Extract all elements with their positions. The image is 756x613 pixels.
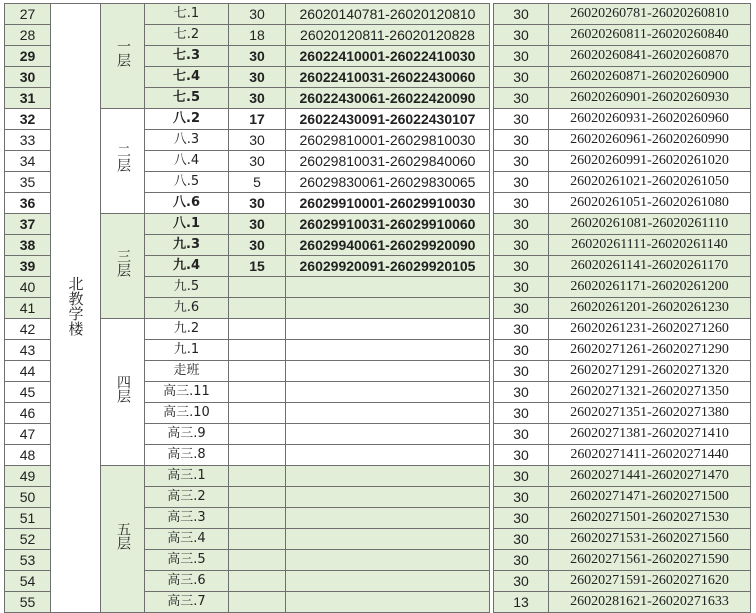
second-number-range-cell: 26020271441-26020271470 [549, 466, 751, 487]
second-number-range-cell: 26020271291-26020271320 [549, 361, 751, 382]
number-range-cell: 26022410031-26022430060 [286, 67, 490, 88]
second-number-range-cell: 26020260991-26020261020 [549, 151, 751, 172]
class-name-cell: 高三.2 [145, 487, 229, 508]
second-number-range-cell: 26020271591-26020271620 [549, 571, 751, 592]
number-range-cell: 26029810001-26029810030 [286, 130, 490, 151]
table-body [5, 4, 751, 613]
table-row [5, 109, 751, 130]
row-number-cell: 48 [5, 445, 51, 466]
row-number-cell: 37 [5, 214, 51, 235]
number-range-cell [286, 445, 490, 466]
second-count-cell: 30 [494, 214, 549, 235]
number-range-cell [286, 319, 490, 340]
second-number-range-cell: 26020261051-26020261080 [549, 193, 751, 214]
second-count-cell: 13 [494, 592, 549, 613]
number-range-cell: 26020140781-26020120810 [286, 4, 490, 25]
class-name-cell: 七.5 [145, 88, 229, 109]
second-number-range-cell: 26020261081-26020261110 [549, 214, 751, 235]
count-cell [229, 445, 286, 466]
number-range-cell [286, 529, 490, 550]
second-number-range-cell: 26020281621-26020271633 [549, 592, 751, 613]
row-number-cell: 40 [5, 277, 51, 298]
count-cell [229, 550, 286, 571]
second-count-cell: 30 [494, 109, 549, 130]
number-range-cell: 26029830061-26029830065 [286, 172, 490, 193]
row-number-cell: 36 [5, 193, 51, 214]
row-number-cell: 49 [5, 466, 51, 487]
row-number-cell: 35 [5, 172, 51, 193]
row-number-cell: 33 [5, 130, 51, 151]
second-number-range-cell: 26020260961-26020260990 [549, 130, 751, 151]
second-count-cell: 30 [494, 151, 549, 172]
table-row [5, 214, 751, 235]
count-cell [229, 361, 286, 382]
number-range-cell [286, 508, 490, 529]
table-row [5, 466, 751, 487]
second-number-range-cell: 26020261111-26020261140 [549, 235, 751, 256]
second-number-range-cell: 26020271561-26020271590 [549, 550, 751, 571]
count-cell: 17 [229, 109, 286, 130]
count-cell: 30 [229, 4, 286, 25]
second-count-cell: 30 [494, 256, 549, 277]
second-number-range-cell: 26020261021-26020261050 [549, 172, 751, 193]
count-cell: 30 [229, 88, 286, 109]
count-cell [229, 277, 286, 298]
class-name-cell: 九.6 [145, 298, 229, 319]
number-range-cell [286, 298, 490, 319]
building-name: 北教学楼 [66, 275, 85, 336]
floor-label: 二层 [115, 144, 131, 172]
row-number-cell: 46 [5, 403, 51, 424]
row-number-cell: 55 [5, 592, 51, 613]
number-range-cell: 26029810031-26029840060 [286, 151, 490, 172]
number-range-cell [286, 571, 490, 592]
number-range-cell [286, 487, 490, 508]
row-number-cell: 50 [5, 487, 51, 508]
count-cell [229, 592, 286, 613]
second-count-cell: 30 [494, 130, 549, 151]
second-number-range-cell: 26020271351-26020271380 [549, 403, 751, 424]
second-number-range-cell: 26020271471-26020271500 [549, 487, 751, 508]
count-cell: 30 [229, 214, 286, 235]
second-number-range-cell: 26020271411-26020271440 [549, 445, 751, 466]
second-count-cell: 30 [494, 550, 549, 571]
floor-cell [101, 466, 145, 613]
count-cell: 30 [229, 130, 286, 151]
count-cell: 30 [229, 151, 286, 172]
second-number-range-cell: 26020271531-26020271560 [549, 529, 751, 550]
class-name-cell: 高三.6 [145, 571, 229, 592]
second-count-cell: 30 [494, 487, 549, 508]
row-number-cell: 39 [5, 256, 51, 277]
count-cell [229, 571, 286, 592]
row-number-cell: 45 [5, 382, 51, 403]
second-count-cell: 30 [494, 25, 549, 46]
number-range-cell: 26029940061-26029920090 [286, 235, 490, 256]
number-range-cell [286, 466, 490, 487]
second-count-cell: 30 [494, 403, 549, 424]
row-number-cell: 47 [5, 424, 51, 445]
class-name-cell: 高三.10 [145, 403, 229, 424]
count-cell [229, 340, 286, 361]
second-number-range-cell: 26020260871-26020260900 [549, 67, 751, 88]
exam-seat-table-container [4, 3, 751, 613]
class-name-cell: 高三.3 [145, 508, 229, 529]
number-range-cell [286, 382, 490, 403]
row-number-cell: 52 [5, 529, 51, 550]
floor-label: 四层 [115, 375, 131, 403]
class-name-cell: 八.6 [145, 193, 229, 214]
count-cell: 30 [229, 67, 286, 88]
floor-cell [101, 319, 145, 466]
row-number-cell: 43 [5, 340, 51, 361]
row-number-cell: 41 [5, 298, 51, 319]
class-name-cell: 高三.9 [145, 424, 229, 445]
class-name-cell: 七.3 [145, 46, 229, 67]
second-count-cell: 30 [494, 445, 549, 466]
second-count-cell: 30 [494, 4, 549, 25]
row-number-cell: 51 [5, 508, 51, 529]
count-cell [229, 319, 286, 340]
class-name-cell: 七.2 [145, 25, 229, 46]
class-name-cell: 九.3 [145, 235, 229, 256]
row-number-cell: 32 [5, 109, 51, 130]
second-count-cell: 30 [494, 277, 549, 298]
floor-label: 五层 [115, 522, 131, 550]
second-number-range-cell: 26020271261-26020271290 [549, 340, 751, 361]
second-number-range-cell: 26020261231-26020271260 [549, 319, 751, 340]
class-name-cell: 高三.7 [145, 592, 229, 613]
count-cell [229, 382, 286, 403]
number-range-cell: 26029920091-26029920105 [286, 256, 490, 277]
class-name-cell: 高三.11 [145, 382, 229, 403]
class-name-cell: 高三.1 [145, 466, 229, 487]
number-range-cell [286, 277, 490, 298]
second-count-cell: 30 [494, 193, 549, 214]
table-row [5, 4, 751, 25]
number-range-cell: 26022430091-26022430107 [286, 109, 490, 130]
class-name-cell: 高三.8 [145, 445, 229, 466]
row-number-cell: 54 [5, 571, 51, 592]
number-range-cell [286, 424, 490, 445]
second-number-range-cell: 26020260781-26020260810 [549, 4, 751, 25]
row-number-cell: 44 [5, 361, 51, 382]
number-range-cell [286, 592, 490, 613]
second-number-range-cell: 26020261141-26020261170 [549, 256, 751, 277]
second-count-cell: 30 [494, 571, 549, 592]
class-name-cell: 九.1 [145, 340, 229, 361]
count-cell: 30 [229, 46, 286, 67]
count-cell [229, 403, 286, 424]
second-count-cell: 30 [494, 424, 549, 445]
row-number-cell: 42 [5, 319, 51, 340]
second-number-range-cell: 26020261171-26020261200 [549, 277, 751, 298]
number-range-cell: 26029910031-26029910060 [286, 214, 490, 235]
row-number-cell: 38 [5, 235, 51, 256]
floor-label: 一层 [115, 39, 131, 67]
second-number-range-cell: 26020260811-26020260840 [549, 25, 751, 46]
row-number-cell: 31 [5, 88, 51, 109]
second-count-cell: 30 [494, 382, 549, 403]
count-cell: 15 [229, 256, 286, 277]
second-number-range-cell: 26020260841-26020260870 [549, 46, 751, 67]
second-number-range-cell: 26020271501-26020271530 [549, 508, 751, 529]
second-count-cell: 30 [494, 361, 549, 382]
row-number-cell: 53 [5, 550, 51, 571]
second-count-cell: 30 [494, 529, 549, 550]
class-name-cell: 九.4 [145, 256, 229, 277]
class-name-cell: 走班 [145, 361, 229, 382]
second-number-range-cell: 26020260931-26020260960 [549, 109, 751, 130]
second-count-cell: 30 [494, 319, 549, 340]
number-range-cell: 26022430061-26022420090 [286, 88, 490, 109]
number-range-cell [286, 550, 490, 571]
number-range-cell [286, 403, 490, 424]
count-cell [229, 424, 286, 445]
class-name-cell: 七.1 [145, 4, 229, 25]
class-name-cell: 八.2 [145, 109, 229, 130]
floor-cell [101, 109, 145, 214]
second-count-cell: 30 [494, 235, 549, 256]
second-count-cell: 30 [494, 67, 549, 88]
class-name-cell: 九.5 [145, 277, 229, 298]
number-range-cell: 26029910001-26029910030 [286, 193, 490, 214]
second-number-range-cell: 26020261201-26020261230 [549, 298, 751, 319]
count-cell: 5 [229, 172, 286, 193]
count-cell [229, 466, 286, 487]
class-name-cell: 八.5 [145, 172, 229, 193]
floor-cell [101, 214, 145, 319]
table-row [5, 319, 751, 340]
class-name-cell: 九.2 [145, 319, 229, 340]
second-number-range-cell: 26020271321-26020271350 [549, 382, 751, 403]
row-number-cell: 28 [5, 25, 51, 46]
count-cell [229, 487, 286, 508]
floor-cell [101, 4, 145, 109]
number-range-cell: 26022410001-26022410030 [286, 46, 490, 67]
second-count-cell: 30 [494, 466, 549, 487]
row-number-cell: 27 [5, 4, 51, 25]
count-cell [229, 298, 286, 319]
second-count-cell: 30 [494, 508, 549, 529]
count-cell [229, 508, 286, 529]
count-cell [229, 529, 286, 550]
row-number-cell: 30 [5, 67, 51, 88]
class-name-cell: 七.4 [145, 67, 229, 88]
class-name-cell: 高三.4 [145, 529, 229, 550]
second-count-cell: 30 [494, 298, 549, 319]
building-cell [51, 4, 101, 613]
row-number-cell: 29 [5, 46, 51, 67]
second-number-range-cell: 26020271381-26020271410 [549, 424, 751, 445]
second-count-cell: 30 [494, 46, 549, 67]
class-name-cell: 八.1 [145, 214, 229, 235]
second-count-cell: 30 [494, 172, 549, 193]
class-name-cell: 高三.5 [145, 550, 229, 571]
count-cell: 30 [229, 235, 286, 256]
row-number-cell: 34 [5, 151, 51, 172]
exam-seat-table [4, 3, 751, 613]
second-number-range-cell: 26020260901-26020260930 [549, 88, 751, 109]
class-name-cell: 八.3 [145, 130, 229, 151]
count-cell: 18 [229, 25, 286, 46]
number-range-cell [286, 340, 490, 361]
number-range-cell [286, 361, 490, 382]
number-range-cell: 26020120811-26020120828 [286, 25, 490, 46]
class-name-cell: 八.4 [145, 151, 229, 172]
count-cell: 30 [229, 193, 286, 214]
second-count-cell: 30 [494, 340, 549, 361]
second-count-cell: 30 [494, 88, 549, 109]
floor-label: 三层 [115, 249, 131, 277]
